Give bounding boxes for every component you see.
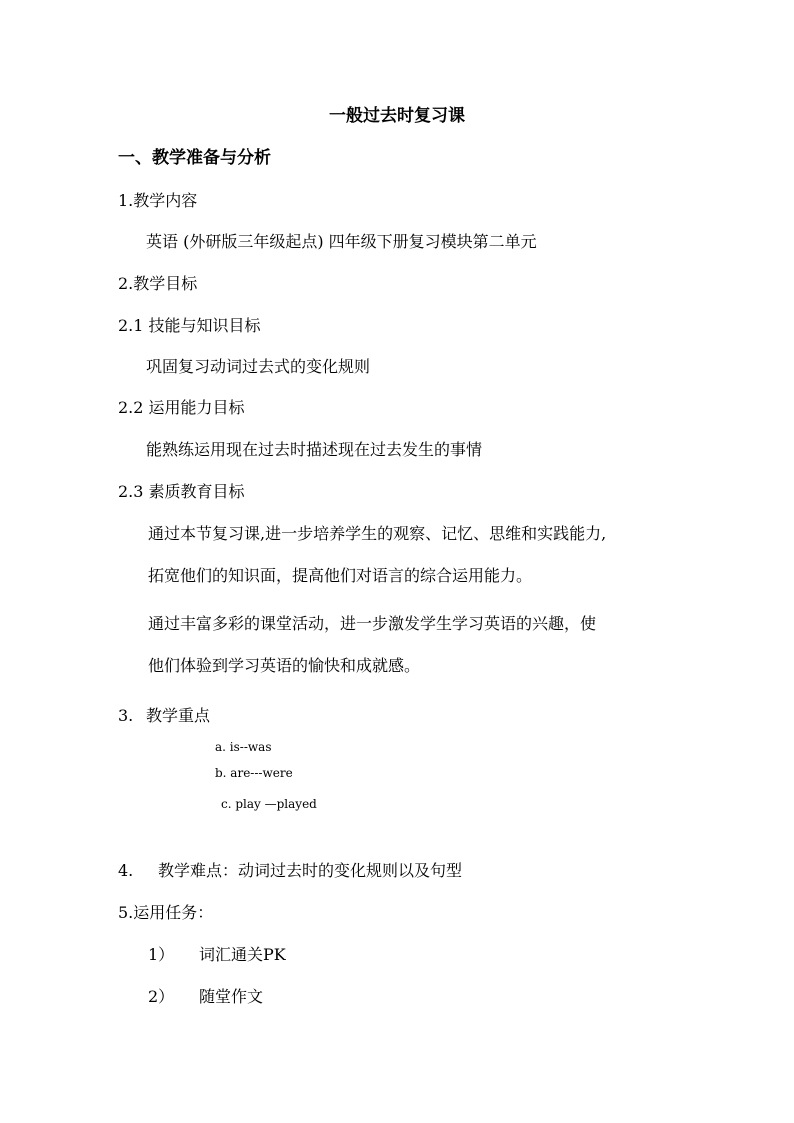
heading-difficulty (118, 863, 462, 879)
difficulty-text: 教学难点：动词过去时的变化规则以及句型 (158, 861, 463, 880)
heading-teaching-content: 1.教学内容 (118, 191, 198, 210)
goal-2-3-paragraph-1-line-2: 拓宽他们的知识面，提高他们对语言的综合运用能力。 (148, 566, 533, 585)
key-point-item: c. play —played (221, 797, 317, 811)
teaching-content-text: 英语 (外研版三年级起点) 四年级下册复习模块第二单元 (146, 232, 537, 251)
heading-goal-2-2: 2.2 运用能力目标 (118, 398, 245, 417)
section-heading-preparation: 一、教学准备与分析 (118, 148, 271, 168)
goal-2-1-text: 巩固复习动词过去式的变化规则 (146, 357, 371, 376)
task-item (148, 947, 286, 963)
goal-2-2-text: 能熟练运用现在过去时描述现在过去发生的事情 (146, 440, 483, 459)
difficulty-number: 4. (118, 861, 134, 880)
task-text: 词汇通关PK (199, 945, 286, 964)
task-number: 2） (148, 987, 175, 1006)
heading-goal-2-3: 2.3 素质教育目标 (118, 482, 245, 501)
heading-tasks: 5.运用任务： (118, 903, 214, 922)
task-number: 1） (148, 945, 175, 964)
key-point-item: a. is--was (215, 740, 272, 754)
heading-key-points (118, 708, 210, 724)
goal-2-3-paragraph-1-line-1: 通过本节复习课,进一步培养学生的观察、记忆、思维和实践能力, (148, 524, 607, 543)
key-points-number: 3. (118, 706, 134, 725)
key-points-label: 教学重点 (146, 706, 211, 725)
goal-2-3-paragraph-2-line-2: 他们体验到学习英语的愉快和成就感。 (148, 656, 421, 675)
task-text: 随堂作文 (199, 987, 264, 1006)
task-item (148, 989, 263, 1005)
key-point-item: b. are---were (215, 766, 293, 780)
heading-goal-2-1: 2.1 技能与知识目标 (118, 316, 261, 335)
document-title: 一般过去时复习课 (329, 106, 465, 126)
heading-teaching-goals: 2.教学目标 (118, 274, 198, 293)
goal-2-3-paragraph-2-line-1: 通过丰富多彩的课堂活动，进一步激发学生学习英语的兴趣，使 (148, 614, 597, 633)
